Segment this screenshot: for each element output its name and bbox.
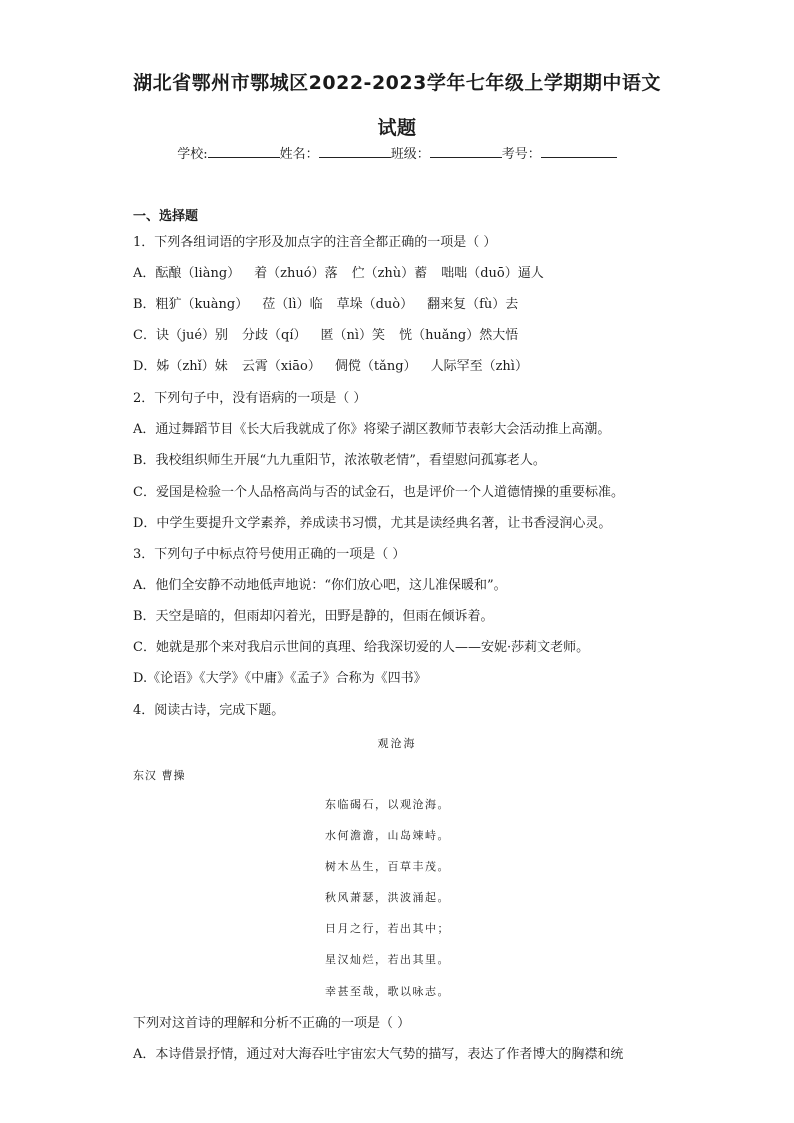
q1-b-word4: 翻来复（fù）去 <box>427 297 519 312</box>
poem-line: 幸甚至哉，歌以咏志。 <box>325 985 450 998</box>
q3-option-d: D.《论语》《大学》《中庸》《孟子》合称为《四书》 <box>133 671 427 686</box>
q1-d-word3: 倜傥（tǎng） <box>334 359 417 374</box>
student-info-row <box>0 143 794 162</box>
class-blank[interactable] <box>430 145 502 158</box>
q1-c-word4: 恍（huǎng）然大悟 <box>399 328 519 343</box>
section-heading: 一、选择题 <box>133 209 199 224</box>
q2-option-a: A．通过舞蹈节目《长大后我就成了你》将梁子湖区教师节表彰大会活动推上高潮。 <box>133 422 611 437</box>
poem-line: 星汉灿烂，若出其里。 <box>325 953 450 966</box>
poem-line: 水何澹澹，山岛竦峙。 <box>325 829 450 842</box>
poem-title: 观沧海 <box>377 737 417 750</box>
exam-no-blank[interactable] <box>541 145 617 158</box>
poem-line: 树木丛生，百草丰茂。 <box>325 860 450 873</box>
exam-title-line1: 湖北省鄂州市鄂城区2022-2023学年七年级上学期期中语文 <box>133 72 661 94</box>
q1-option-a <box>133 265 544 283</box>
poem-line: 日月之行，若出其中； <box>325 922 450 935</box>
poem-line: 秋风萧瑟，洪波涌起。 <box>325 891 450 904</box>
q1-c-word2: 分歧（qí） <box>242 328 307 343</box>
class-label: 班级： <box>390 147 430 162</box>
q1-d-word2: 云霄（xiāo） <box>241 359 321 374</box>
school-blank[interactable] <box>208 145 280 158</box>
q4-sub-stem: 下列对这首诗的理解和分析不正确的一项是（ ） <box>133 1016 411 1031</box>
q1-a-word3: 伫（zhù）蓄 <box>351 266 428 281</box>
name-blank[interactable] <box>319 145 391 158</box>
q3-option-c: C．她就是那个来对我启示世间的真理、给我深切爱的人——安妮·莎莉文老师。 <box>133 640 590 655</box>
poem-author: 东汉 曹操 <box>133 769 186 782</box>
q3-stem: 3．下列句子中标点符号使用正确的一项是（ ） <box>133 547 406 562</box>
q1-c-word3: 匿（nì）笑 <box>320 328 386 343</box>
q1-a-word2: 着（zhuó）落 <box>254 266 338 281</box>
q1-d-word1: D．姊（zhǐ）妹 <box>133 359 228 374</box>
q1-option-d <box>133 358 528 376</box>
q1-option-b <box>133 296 518 314</box>
q2-option-d: D．中学生要提升文学素养，养成读书习惯，尤其是读经典名著，让书香浸润心灵。 <box>133 516 612 531</box>
poem-line: 东临碣石，以观沧海。 <box>325 798 450 811</box>
q1-c-word1: C．诀（jué）别 <box>133 328 229 343</box>
q3-option-b: B．天空是暗的，但雨却闪着光，田野是静的，但雨在倾诉着。 <box>133 609 494 624</box>
q2-option-b: B．我校组织师生开展“九九重阳节，浓浓敬老情”，看望慰问孤寡老人。 <box>133 453 546 468</box>
q1-b-word2: 莅（lì）临 <box>262 297 323 312</box>
q1-d-word4: 人际罕至（zhì） <box>430 359 528 374</box>
q1-option-c <box>133 327 518 345</box>
q1-b-word1: B．粗犷（kuàng） <box>133 297 249 312</box>
exam-title-line2: 试题 <box>377 117 417 139</box>
q2-stem: 2．下列句子中，没有语病的一项是（ ） <box>133 391 367 406</box>
exam-no-label: 考号： <box>501 147 541 162</box>
q2-option-c: C．爱国是检验一个人品格高尚与否的试金石，也是评价一个人道德情操的重要标准。 <box>133 485 624 500</box>
q1-a-word1: A．酝酿（liàng） <box>133 266 241 281</box>
q1-stem: 1．下列各组词语的字形及加点字的注音全都正确的一项是（ ） <box>133 235 497 250</box>
q1-b-word3: 草垛（duò） <box>336 297 414 312</box>
q4-stem: 4．阅读古诗，完成下题。 <box>133 703 285 718</box>
q4-option-a: A．本诗借景抒情，通过对大海吞吐宇宙宏大气势的描写，表达了作者博大的胸襟和统 <box>133 1047 624 1062</box>
name-label: 姓名： <box>279 147 319 162</box>
q1-a-word4: 咄咄（duō）逼人 <box>441 266 544 281</box>
q3-option-a: A．他们全安静不动地低声地说：“你们放心吧，这儿准保暖和”。 <box>133 578 507 593</box>
school-label: 学校: <box>177 147 208 162</box>
